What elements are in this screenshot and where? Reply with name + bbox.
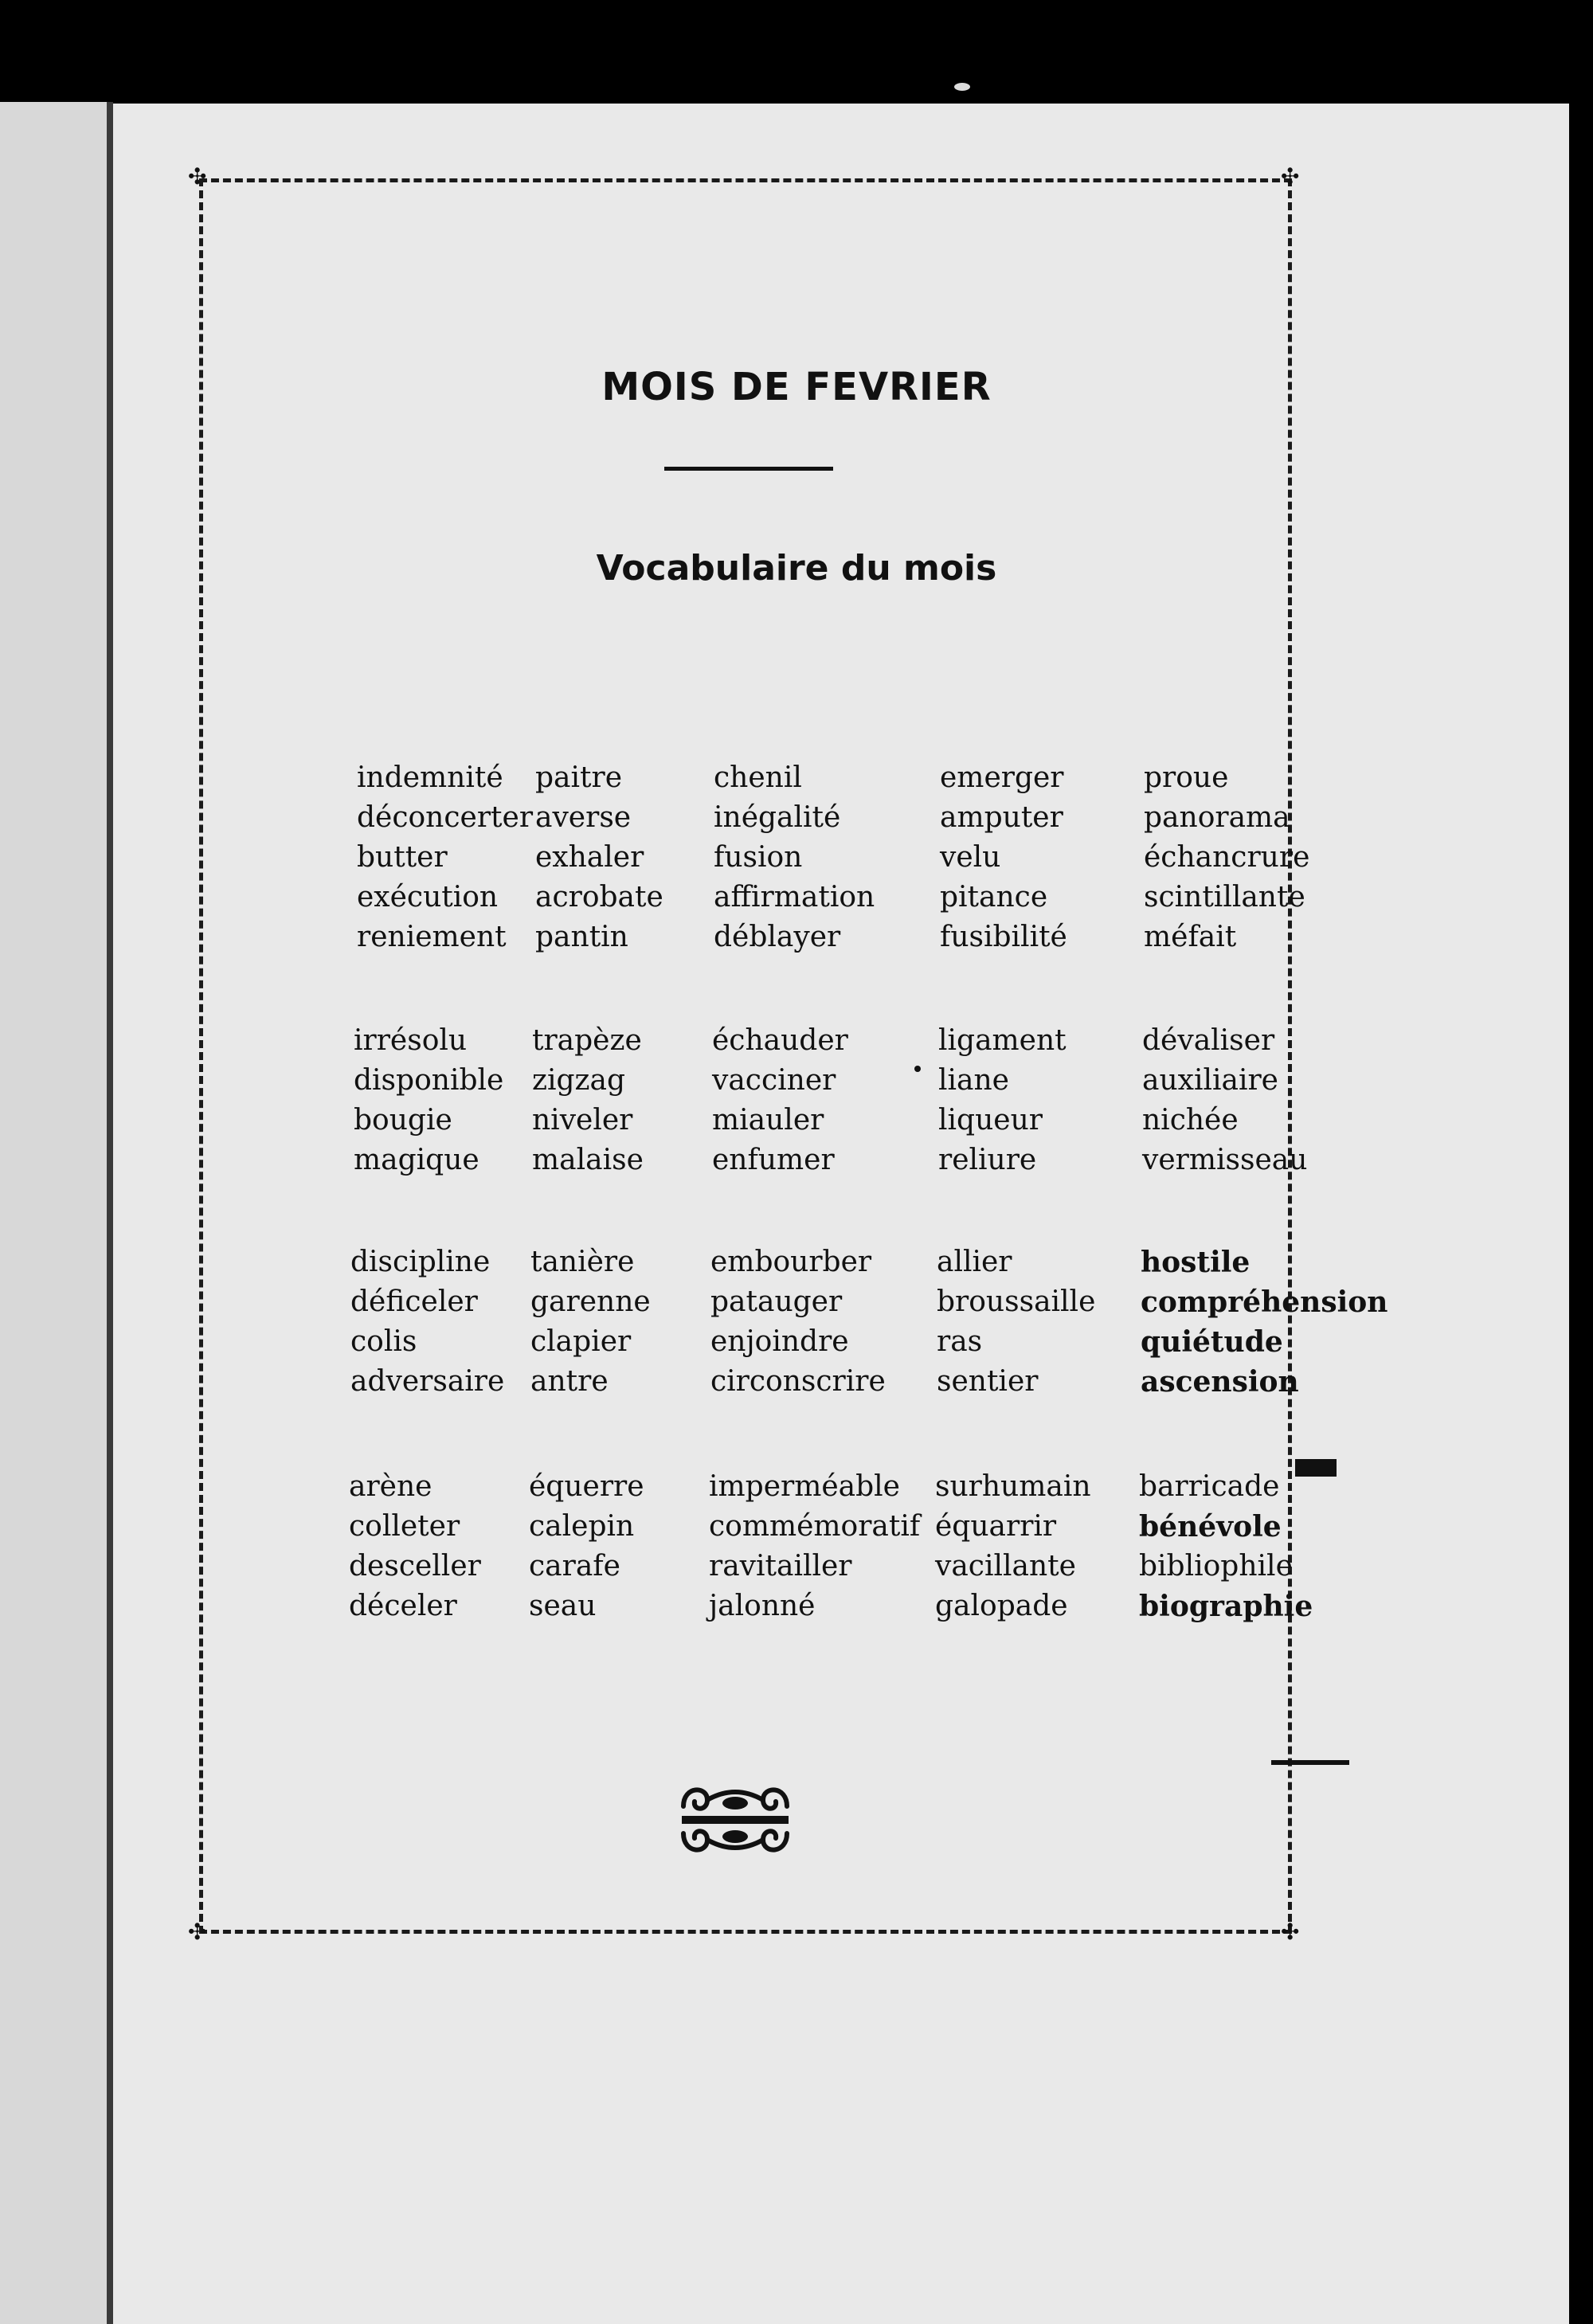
vocabulary-word: colleter	[349, 1510, 460, 1543]
page-subtitle: Vocabulaire du mois	[596, 548, 997, 589]
vocabulary-word: panorama	[1144, 801, 1290, 834]
vocabulary-word: clapier	[530, 1325, 632, 1358]
word-column-3	[710, 1242, 886, 1402]
vocabulary-word: compréhension	[1141, 1285, 1388, 1319]
vocabulary-word: garenne	[530, 1285, 651, 1318]
word-column-5	[1142, 1021, 1307, 1180]
vocabulary-word: équerre	[529, 1470, 644, 1503]
vocabulary-word: patauger	[710, 1285, 843, 1318]
vocabulary-word: calepin	[529, 1510, 635, 1543]
vocabulary-word: ravitailler	[709, 1550, 852, 1583]
vocabulary-word: bibliophile	[1139, 1550, 1293, 1583]
vocabulary-word: exhaler	[535, 841, 644, 874]
vocabulary-word: enjoindre	[710, 1325, 849, 1358]
vocabulary-word: vacciner	[712, 1064, 836, 1097]
title-divider	[664, 467, 833, 471]
word-column-2	[535, 758, 663, 957]
vocabulary-word: bénévole	[1139, 1510, 1282, 1543]
word-column-4	[938, 1021, 1067, 1180]
vocabulary-word: ascension	[1141, 1365, 1299, 1399]
word-column-4	[937, 1242, 1095, 1402]
word-column-4	[940, 758, 1067, 957]
vocabulary-word: déficeler	[350, 1285, 478, 1318]
vocabulary-word: galopade	[935, 1590, 1068, 1622]
vocabulary-word: liane	[938, 1064, 1009, 1097]
vocabulary-word: sentier	[937, 1365, 1039, 1398]
word-column-5	[1144, 758, 1309, 957]
vocabulary-word: jalonné	[709, 1590, 816, 1622]
vocabulary-word: quiétude	[1141, 1325, 1283, 1359]
vocabulary-word: emerger	[940, 761, 1064, 794]
vocabulary-word: surhumain	[935, 1470, 1091, 1503]
vocabulary-word: acrobate	[535, 881, 663, 914]
corner-ornament-top-left: ✣	[188, 163, 207, 190]
vocabulary-word: inégalité	[714, 801, 841, 834]
vocabulary-word: pantin	[535, 921, 628, 953]
vocabulary-word: exécution	[357, 881, 499, 914]
vocabulary-word: colis	[350, 1325, 417, 1358]
word-column-4	[935, 1467, 1091, 1626]
vocabulary-word: chenil	[714, 761, 802, 794]
vocabulary-word: reliure	[938, 1144, 1037, 1176]
vocabulary-word: scintillante	[1144, 881, 1305, 914]
vocabulary-word: fusibilité	[940, 921, 1067, 953]
vocabulary-word: biographie	[1139, 1590, 1313, 1623]
vocabulary-word: méfait	[1144, 921, 1237, 953]
page-title: MOIS DE FEVRIER	[601, 365, 992, 409]
vocabulary-word: déconcerter	[357, 801, 534, 834]
vocabulary-word: liqueur	[938, 1104, 1043, 1137]
vocabulary-word: tanière	[530, 1246, 635, 1278]
vocabulary-word: échancrure	[1144, 841, 1310, 874]
vocabulary-word: adversaire	[350, 1365, 505, 1398]
vocabulary-word: indemnité	[357, 761, 503, 794]
vocabulary-word: reniement	[357, 921, 507, 953]
vocabulary-word: nichée	[1142, 1104, 1239, 1137]
word-column-3	[709, 1467, 920, 1626]
word-column-3	[712, 1021, 848, 1180]
vocabulary-word: arène	[349, 1470, 432, 1503]
vocabulary-word: déceler	[349, 1590, 457, 1622]
ink-speck	[914, 1066, 921, 1072]
corner-ornament-bottom-right: ✣	[1281, 1919, 1300, 1945]
vocabulary-word: vacillante	[935, 1550, 1076, 1583]
word-column-3	[714, 758, 875, 957]
word-column-2	[530, 1242, 651, 1402]
corner-ornament-top-right: ✣	[1281, 163, 1300, 190]
vocabulary-word: butter	[357, 841, 448, 874]
vocabulary-word: discipline	[350, 1246, 491, 1278]
vocabulary-word: niveler	[532, 1104, 633, 1137]
word-column-1	[349, 1467, 481, 1626]
ink-blot	[1295, 1459, 1337, 1477]
vocabulary-word: seau	[529, 1590, 597, 1622]
vocabulary-word: auxiliaire	[1142, 1064, 1278, 1097]
vocabulary-word: fusion	[714, 841, 803, 874]
vocabulary-word: proue	[1144, 761, 1229, 794]
fleuron-ornament	[675, 1776, 795, 1864]
vocabulary-word: broussaille	[937, 1285, 1096, 1318]
word-column-1	[357, 758, 533, 957]
vocabulary-word: miauler	[712, 1104, 824, 1137]
vocabulary-word: commémoratif	[709, 1510, 921, 1543]
vocabulary-word: embourber	[710, 1246, 872, 1278]
word-column-5	[1141, 1242, 1388, 1402]
book-gutter	[107, 102, 113, 2324]
vocabulary-word: barricade	[1139, 1470, 1280, 1503]
vocabulary-word: enfumer	[712, 1144, 835, 1176]
vocabulary-word: circonscrire	[710, 1365, 886, 1398]
ink-dash	[1271, 1760, 1349, 1765]
vocabulary-word: déblayer	[714, 921, 841, 953]
vocabulary-word: affirmation	[714, 881, 875, 914]
word-column-1	[354, 1021, 503, 1180]
word-column-1	[350, 1242, 504, 1402]
vocabulary-word: malaise	[532, 1144, 644, 1176]
vocabulary-word: desceller	[349, 1550, 481, 1583]
vocabulary-word: averse	[535, 801, 632, 834]
vocabulary-word: paitre	[535, 761, 623, 794]
vocabulary-word: velu	[940, 841, 1001, 874]
facing-page-edge	[0, 102, 107, 2324]
corner-ornament-bottom-left: ✣	[188, 1919, 207, 1945]
vocabulary-word: amputer	[940, 801, 1063, 834]
vocabulary-word: échauder	[712, 1024, 848, 1057]
word-column-5	[1139, 1467, 1313, 1626]
vocabulary-word: ligament	[938, 1024, 1067, 1057]
vocabulary-word: carafe	[529, 1550, 620, 1583]
vocabulary-word: dévaliser	[1142, 1024, 1275, 1057]
vocabulary-word: ras	[937, 1325, 983, 1358]
vocabulary-word: pitance	[940, 881, 1048, 914]
vocabulary-word: trapèze	[532, 1024, 642, 1057]
vocabulary-word: vermisseau	[1142, 1144, 1308, 1176]
vocabulary-word: allier	[937, 1246, 1012, 1278]
vocabulary-word: zigzag	[532, 1064, 625, 1097]
word-column-2	[532, 1021, 644, 1180]
word-column-2	[529, 1467, 644, 1626]
vocabulary-word: imperméable	[709, 1470, 900, 1503]
vocabulary-word: irrésolu	[354, 1024, 468, 1057]
vocabulary-word: hostile	[1141, 1246, 1251, 1279]
vocabulary-word: antre	[530, 1365, 609, 1398]
scan-speck	[954, 83, 970, 91]
vocabulary-word: équarrir	[935, 1510, 1057, 1543]
vocabulary-word: disponible	[354, 1064, 504, 1097]
vocabulary-word: magique	[354, 1144, 479, 1176]
vocabulary-word: bougie	[354, 1104, 452, 1137]
